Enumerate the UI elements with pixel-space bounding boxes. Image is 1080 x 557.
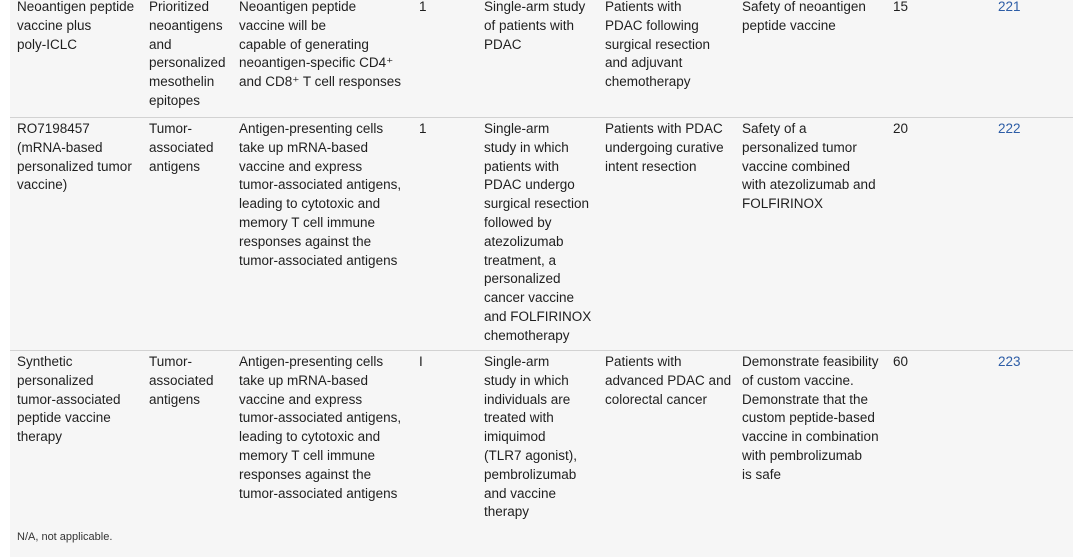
table-row [10, 351, 1073, 526]
population-cell: Patients with advanced PDAC and colorectal cancer [605, 354, 732, 407]
population-cell: Patients with PDAC following surgical resection and adjuvant chemotherapy [605, 0, 711, 90]
phase-cell: 1 [419, 121, 427, 136]
enrollment-cell: 15 [893, 0, 909, 14]
trials-table [10, 0, 1073, 526]
design-cell: Single-arm study in which individuals are treated with imiquimod (TLR7 agonist), pembrolizumab and vaccine therapy [484, 354, 578, 520]
table-footnote: N/A, not applicable. [17, 531, 113, 543]
target-cell: Prioritized neoantigens and personalized mesothelin epitopes [149, 0, 226, 108]
agent-cell: RO7198457 (mRNA-based personalized tumor vaccine) [17, 121, 132, 193]
reference-link[interactable]: 223 [998, 354, 1021, 369]
endpoint-cell: Safety of a personalized tumor vaccine combined with atezolizumab and FOLFIRINOX [742, 121, 876, 212]
table-row [10, 118, 1073, 351]
endpoint-cell: Safety of neoantigen peptide vaccine [742, 0, 866, 33]
mechanism-cell: Antigen-presenting cells take up mRNA-based vaccine and express tumor-associated antigens, leading to cytotoxic and memory T cell immune responses against the tumor-associated antigens [239, 121, 402, 268]
phase-cell: I [419, 354, 423, 369]
reference-link[interactable]: 221 [998, 0, 1021, 14]
mechanism-cell: Neoantigen peptide vaccine will be capable of generating neoantigen-specific CD4⁺ and CD8⁺ T cell responses [239, 0, 401, 90]
target-cell: Tumor- associated antigens [149, 354, 214, 407]
endpoint-cell: Demonstrate feasibility of custom vaccine. Demonstrate that the custom peptide-based vaccine in combination with pembrolizumab is safe [742, 354, 879, 482]
enrollment-cell: 60 [893, 354, 909, 369]
enrollment-cell: 20 [893, 121, 909, 136]
design-cell: Single-arm study of patients with PDAC [484, 0, 586, 52]
agent-cell: Neoantigen peptide vaccine plus poly-ICLC [17, 0, 135, 52]
population-cell: Patients with PDAC undergoing curative intent resection [605, 121, 724, 174]
mechanism-cell: Antigen-presenting cells take up mRNA-based vaccine and express tumor-associated antigens, leading to cytotoxic and memory T cell immune responses against the tumor-associated antigens [239, 354, 402, 501]
table-row [10, 0, 1073, 118]
design-cell: Single-arm study in which patients with PDAC undergo surgical resection followed by atezolizumab treatment, a personalized cancer vaccine and FOLFIRINOX chemotherapy [484, 121, 592, 343]
phase-cell: 1 [419, 0, 427, 14]
agent-cell: Synthetic personalized tumor-associated peptide vaccine therapy [17, 354, 121, 445]
reference-link[interactable]: 222 [998, 121, 1021, 136]
footnote-band [10, 522, 1073, 557]
target-cell: Tumor- associated antigens [149, 121, 214, 174]
